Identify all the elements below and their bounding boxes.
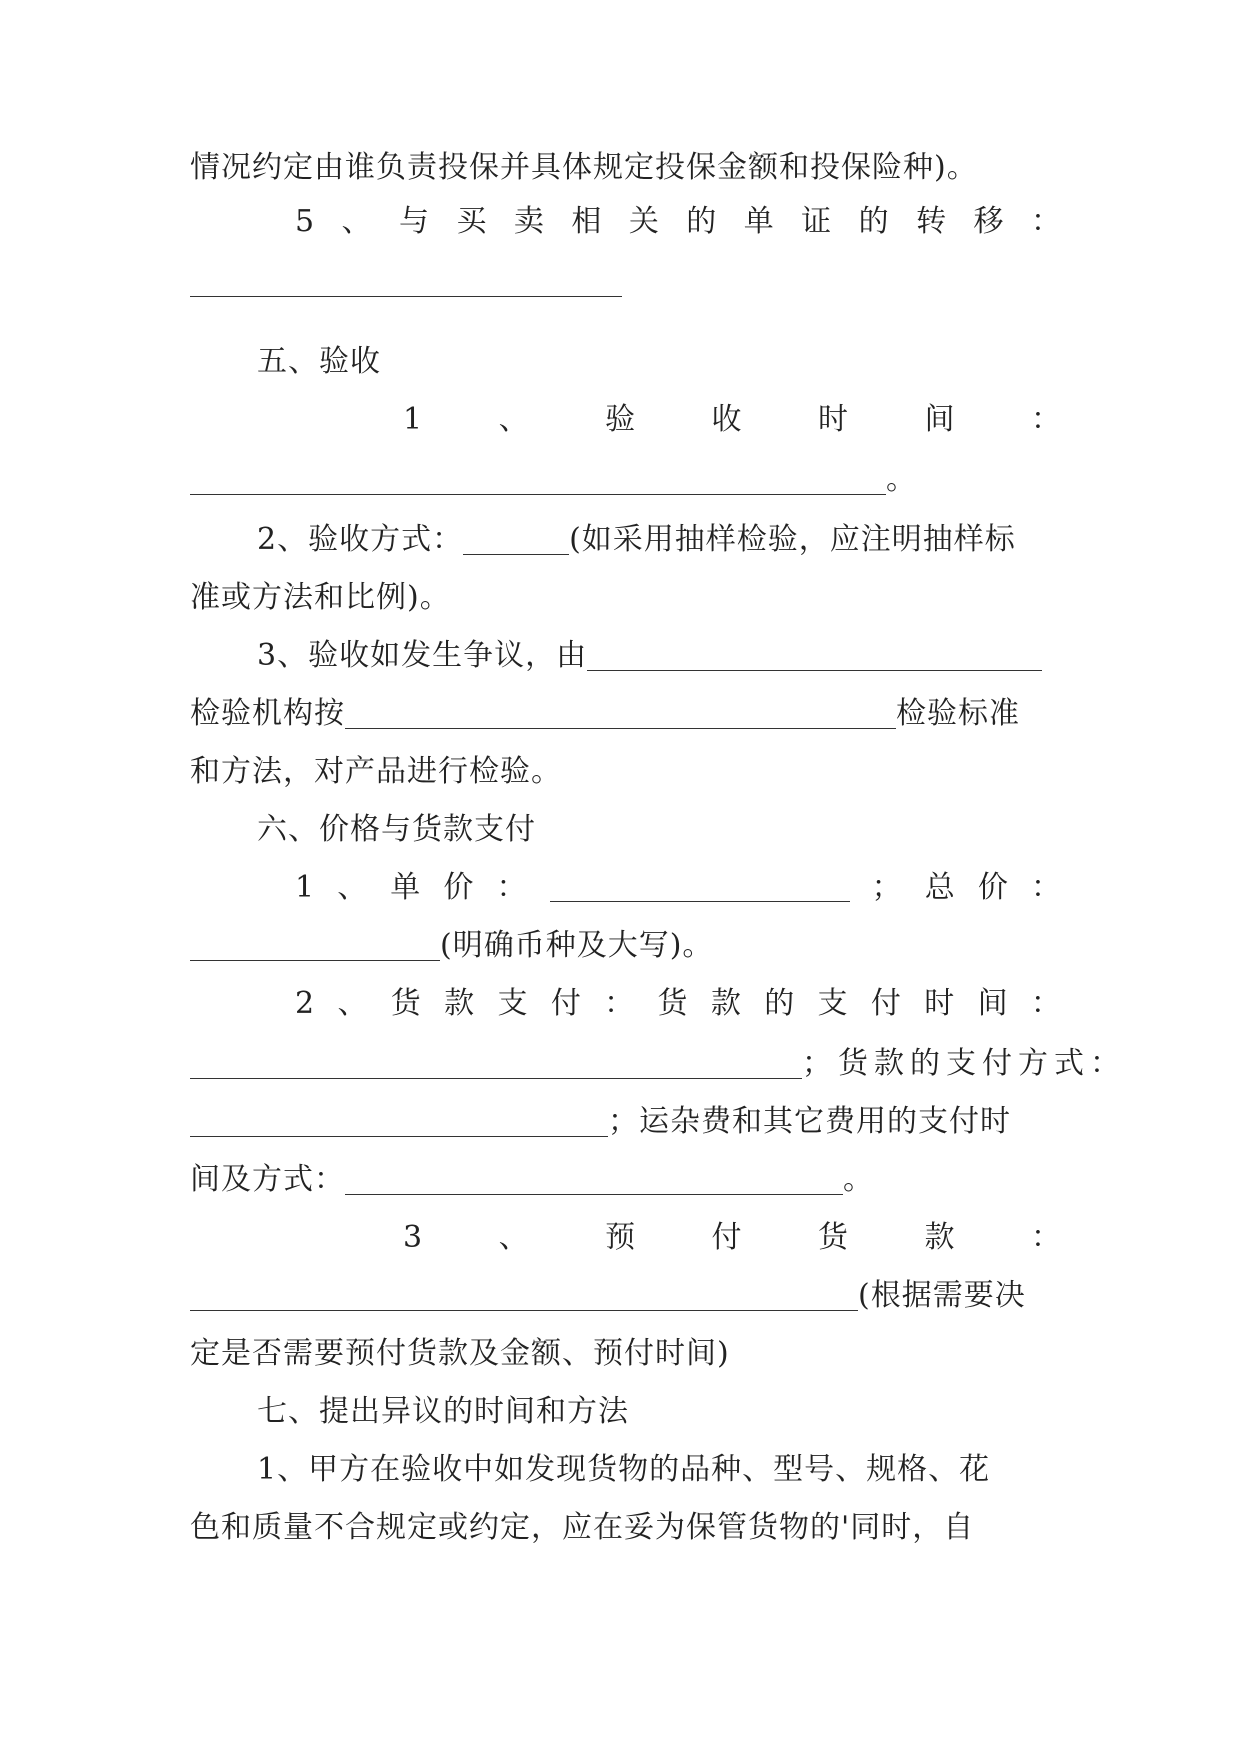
char: 移 — [973, 204, 1005, 239]
text: 1、甲方在验收中如发现货物的品种、型号、规格、花 — [257, 1452, 991, 1487]
heading-text: 五、验收 — [257, 344, 381, 379]
label: 检验机构按 — [190, 696, 345, 731]
item-prepayment — [403, 1218, 1062, 1258]
text: 定是否需要预付货款及金额、预付时间) — [190, 1336, 730, 1371]
char: 关 — [628, 204, 660, 239]
note: (明确币种及大写)。 — [440, 928, 714, 963]
label: 3、验收如发生争议，由 — [257, 638, 588, 673]
char: ： — [604, 986, 636, 1021]
char: 时 — [924, 986, 956, 1021]
char: 价 — [977, 870, 1009, 905]
fill-blank[interactable] — [463, 528, 569, 555]
char: ： — [1031, 1220, 1062, 1255]
char: ； — [871, 870, 903, 905]
blank-line-acceptance-time — [190, 460, 1062, 500]
char: 、 — [337, 986, 369, 1021]
period: 。 — [843, 1162, 874, 1197]
char: 、 — [337, 870, 369, 905]
char: 的 — [764, 986, 796, 1021]
char: 付 — [711, 1220, 743, 1255]
char: 付 — [550, 986, 582, 1021]
char: 款 — [924, 1220, 956, 1255]
fill-blank-total-price[interactable] — [190, 934, 440, 961]
char: ： — [1030, 986, 1062, 1021]
char: 1 — [295, 870, 316, 905]
item-payment — [295, 984, 1062, 1024]
paragraph-insurance-end — [190, 148, 1062, 188]
char: 付 — [870, 986, 902, 1021]
char: 买 — [456, 204, 488, 239]
item-prepayment-end — [190, 1334, 1062, 1374]
item-acceptance-method — [257, 520, 1062, 560]
fill-blank-prepayment[interactable] — [190, 1284, 858, 1311]
char: 、 — [498, 1220, 530, 1255]
char: 、 — [498, 402, 530, 437]
text: 检验标准 — [896, 696, 1020, 731]
char: 货 — [657, 986, 689, 1021]
period: 。 — [886, 462, 917, 497]
char: 收 — [711, 402, 743, 437]
item-objection-1-cont — [190, 1508, 1062, 1548]
blank-line-document-transfer — [190, 262, 1062, 302]
char: 单 — [743, 204, 775, 239]
item-acceptance-method-cont — [190, 578, 1062, 618]
char: ： — [1031, 402, 1062, 437]
char: 卖 — [513, 204, 545, 239]
item-unit-price — [295, 868, 1062, 908]
item-prepayment-cont — [190, 1276, 1062, 1316]
text: 色和质量不合规定或约定，应在妥为保管货物的'同时，自 — [190, 1510, 975, 1545]
item-payment-method — [190, 1044, 1126, 1084]
fill-blank[interactable] — [587, 644, 1042, 671]
char: 与 — [399, 204, 430, 239]
char: 1 — [403, 402, 424, 437]
text: ；运杂费和其它费用的支付时 — [608, 1104, 1011, 1139]
char: 货 — [390, 986, 422, 1021]
item-acceptance-dispute — [257, 636, 1062, 676]
section-heading-price-payment — [257, 810, 1129, 850]
section-heading-acceptance — [257, 342, 1129, 382]
char: ： — [496, 870, 528, 905]
text-insurance-end: 情况约定由谁负责投保并具体规定投保金额和投保险种)。 — [190, 150, 978, 185]
fill-blank-unit-price[interactable] — [550, 875, 850, 902]
text: ；货款的支付方式： — [802, 1046, 1126, 1081]
item-objection-1 — [257, 1450, 1129, 1490]
char: 预 — [605, 1220, 637, 1255]
char: 价 — [443, 870, 475, 905]
char: ： — [1030, 870, 1062, 905]
item-total-price — [190, 926, 1062, 966]
note: (根据需要决 — [858, 1278, 1026, 1313]
char: 支 — [817, 986, 849, 1021]
char: 时 — [818, 402, 850, 437]
char: 5 — [295, 204, 316, 239]
char: 、 — [341, 204, 373, 239]
label: 2、验收方式： — [257, 522, 464, 557]
char: 的 — [858, 204, 890, 239]
item-other-fees-cont — [190, 1160, 1062, 1200]
char: 款 — [710, 986, 742, 1021]
char: 证 — [801, 204, 833, 239]
char: 3 — [403, 1220, 424, 1255]
fill-blank-payment-time[interactable] — [190, 1052, 802, 1079]
fill-blank-payment-method[interactable] — [190, 1110, 608, 1137]
note: (如采用抽样检验，应注明抽样标 — [569, 522, 1016, 557]
char: 单 — [390, 870, 422, 905]
char: 转 — [916, 204, 948, 239]
fill-blank[interactable] — [345, 702, 896, 729]
char: 间 — [977, 986, 1009, 1021]
fill-blank-other-fees[interactable] — [345, 1168, 843, 1195]
item-document-transfer — [295, 202, 1062, 242]
item-acceptance-dispute-end — [190, 752, 1062, 792]
item-acceptance-dispute-cont — [190, 694, 1062, 734]
fill-blank[interactable] — [190, 468, 886, 495]
char: 2 — [295, 986, 316, 1021]
char: 款 — [444, 986, 476, 1021]
heading-text: 七、提出异议的时间和方法 — [257, 1394, 629, 1429]
char: 相 — [571, 204, 603, 239]
heading-text: 六、价格与货款支付 — [257, 812, 536, 847]
char: 验 — [605, 402, 637, 437]
char: 间 — [924, 402, 956, 437]
char: 总 — [924, 870, 956, 905]
fill-blank[interactable] — [190, 270, 622, 297]
char: 支 — [497, 986, 529, 1021]
text: 准或方法和比例)。 — [190, 580, 451, 615]
char: 的 — [686, 204, 718, 239]
item-acceptance-time — [403, 400, 1062, 440]
item-other-fees — [190, 1102, 1062, 1142]
text: 和方法，对产品进行检验。 — [190, 754, 562, 789]
section-heading-objection — [257, 1392, 1129, 1432]
char: 货 — [818, 1220, 850, 1255]
char: ： — [1030, 204, 1062, 239]
label: 间及方式： — [190, 1162, 345, 1197]
